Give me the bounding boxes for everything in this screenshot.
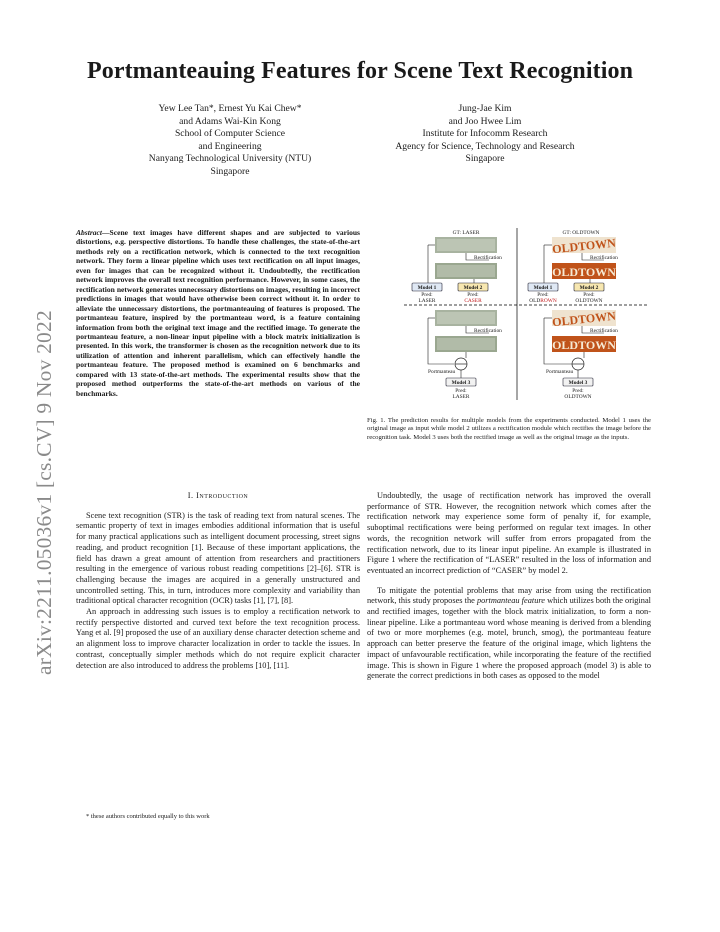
gt-left-label: GT: LASER — [452, 230, 480, 236]
affiliation-line: Nanyang Technological University (NTU) — [148, 153, 312, 164]
intro-paragraph-1: Scene text recognition (STR) is the task of reading text from natural scenes. The semantic property of text in images embodies additional information that is useful for many practical applications such as intelligent document processing, street signs reading, and product recognition [1]. Because of these important applications, the field has drawn a great amount of attention from researchers and practitioners resulting in the emergence of various robust reading competitions [2]–[6]. STR is challenging because the images are acquired in a generally unstructured and uncontrolled setting. This, in turn, introduces more complexity and variability than traditional optical character recognition (OCR) tasks [1], [7], [8]. — [76, 510, 360, 606]
pred-label: Pred: — [455, 388, 467, 394]
text-span: To mitigate the potential problems that may arise from using the rectification network, this study proposes the — [367, 585, 651, 606]
introduction-section — [76, 491, 360, 671]
model-3-label: Model 3 — [568, 380, 588, 386]
intro-paragraph-2: An approach in addressing such issues is to employ a rectification network to rectify perspective distorted and curved text before the text recognition process. Yang et al. [9] proposed the use of an auxiliary dense character detection scheme and an alignment loss to improve character localization in order to tackle the issues. In contrast, conceptually simpler methods which do not require explicit character detection are also introduced to address the problems [10], [11]. — [76, 607, 360, 670]
figure-caption: Fig. 1. The prediction results for multiple models from the experiments conducted. Model 1 uses the original image as input while model 2 utilizes a rectification module which rectifies the image before the recognition task. Model 3 uses both the rectified image as well as the original image as the inputs. — [367, 417, 651, 441]
figure-diagram — [404, 228, 649, 408]
model-3-label: Model 3 — [451, 380, 471, 386]
model-1-label: Model 1 — [417, 285, 437, 291]
oldtown-rectified-text: OLDTOWN — [552, 265, 616, 279]
pred-label: Pred: — [537, 292, 549, 298]
pred-value-error: CASER — [464, 298, 482, 304]
laser-rectified-texture — [437, 265, 495, 277]
rectification-label: Rectification — [474, 255, 502, 261]
section-heading: I. Introduction — [187, 491, 249, 500]
oldtown-rectified-text: OLDTOWN — [552, 338, 616, 352]
author-line: Jung-Jae Kim — [458, 103, 512, 114]
model-2-label: Model 2 — [579, 285, 599, 291]
portmanteau-label: Portmanteau — [428, 369, 456, 375]
model-1-label: Model 1 — [533, 285, 553, 291]
affiliation-line: School of Computer Science — [174, 128, 286, 139]
affiliation-line: and Engineering — [198, 140, 262, 152]
affiliation-line: Agency for Science, Technology and Research — [395, 140, 575, 152]
pred-value: LASER — [452, 394, 470, 400]
laser-texture — [437, 312, 495, 324]
affiliation-line: Singapore — [465, 153, 505, 164]
authors-left — [110, 103, 350, 178]
model-2-label: Model 2 — [463, 285, 483, 291]
authors-right — [365, 103, 605, 166]
gt-right-label: GT: OLDTOWN — [562, 230, 600, 236]
author-line: and Joo Hwee Lim — [448, 115, 522, 127]
paper-title: Portmanteauing Features for Scene Text Recognition — [86, 58, 634, 84]
abstract — [76, 228, 360, 398]
affiliation-line: Institute for Infocomm Research — [422, 128, 548, 139]
text-span: which utilizes both the original and rectified images, together with the block matrix initialization, to form a non-linear pipeline. Like a portmanteau word whose meaning is derived from a blending of two or more morphemes (e.g. motel, brunch, smog), the portmanteau feature approach can better preserve the feature of the original image, which lightens the impact of unfavourable rectification, while incorporating the feature of the rectified image. This is shown in Figure 1 where the proposed approach (model 3) is able to generate the correct predictions in both cases as opposed to the model — [367, 596, 651, 681]
rectification-label: Rectification — [590, 328, 618, 334]
pred-value: LASER — [418, 298, 436, 304]
portmanteau-label: Portmanteau — [546, 369, 574, 375]
laser-texture — [437, 239, 495, 251]
figure-1 — [404, 228, 649, 408]
pred-label: Pred: — [583, 292, 595, 298]
oldtown-logo-text: OLDTOWN — [551, 235, 617, 257]
abstract-text: —Scene text images have different shapes and are subjected to various distortions, e.g. perspective distortions. To handle these challenges, the state-of-the-art methods rely on a rectification network, which is connected to the text recognition network. They form a linear pipeline which uses text rectification on all input images, even for images that can be recognized without it. Undoubtedly, the rectification network improves the overall text recognition performance. However, in some cases, the rectification network generates unnecessary distortions on images, resulting in incorrect predictions in images that would have otherwise been correct without it. In order to alleviate the unnecessary distortions, the portmanteauing of features is proposed. The portmanteau feature, inspired by the portmanteau word, is a feature containing information from both the original text image and the rectified image. To generate the portmanteau feature, a non-linear input pipeline with a block matrix initialization is presented. In this work, the transformer is chosen as the recognition network due to its utilization of attention and inherent parallelism, which can effectively handle the portmanteau feature. The proposed method is examined on 6 benchmarks and compared with 13 state-of-the-art methods. The experimental results show that the proposed method outperforms the state-of-the-art methods on various of the benchmarks. — [76, 228, 360, 398]
pred-label: Pred: — [421, 292, 433, 298]
abstract-label: Abstract — [76, 228, 102, 237]
rectification-label: Rectification — [590, 255, 618, 261]
pred-label: Pred: — [572, 388, 584, 394]
emphasis-span: portmanteau feature — [476, 596, 546, 606]
pred-value-error: OLDROWN — [529, 298, 557, 304]
right-paragraph-1: Undoubtedly, the usage of rectification network has improved the overall performance of STR. However, the recognition network which comes after the rectification network may experience some form of penalty if, for example, suboptimal rectifications were being performed on regular text images. In other words, the recognition network will suffer from errors propagated from the rectification network, due to its linear input pipeline. An example is illustrated in Figure 1 where the rectification of “LASER” resulted in the loss of information and eventuated an incorrect prediction of “CASER” by model 2. — [367, 491, 651, 575]
author-line: and Adams Wai-Kin Kong — [179, 115, 281, 127]
laser-rectified-texture — [437, 338, 495, 350]
rectification-label: Rectification — [474, 328, 502, 334]
pred-label: Pred: — [467, 292, 479, 298]
right-column-text — [367, 491, 651, 682]
oldtown-logo-text: OLDTOWN — [551, 308, 617, 330]
arxiv-stamp: arXiv:2211.05036v1 [cs.CV] 9 Nov 2022 — [32, 310, 56, 675]
affiliation-line: Singapore — [210, 165, 250, 177]
footnote: * these authors contributed equally to this work — [86, 813, 210, 820]
right-paragraph-2 — [367, 586, 651, 682]
pred-value: OLDTOWN — [575, 298, 603, 304]
pred-value: OLDTOWN — [564, 394, 592, 400]
author-line: Yew Lee Tan*, Ernest Yu Kai Chew* — [158, 103, 302, 114]
